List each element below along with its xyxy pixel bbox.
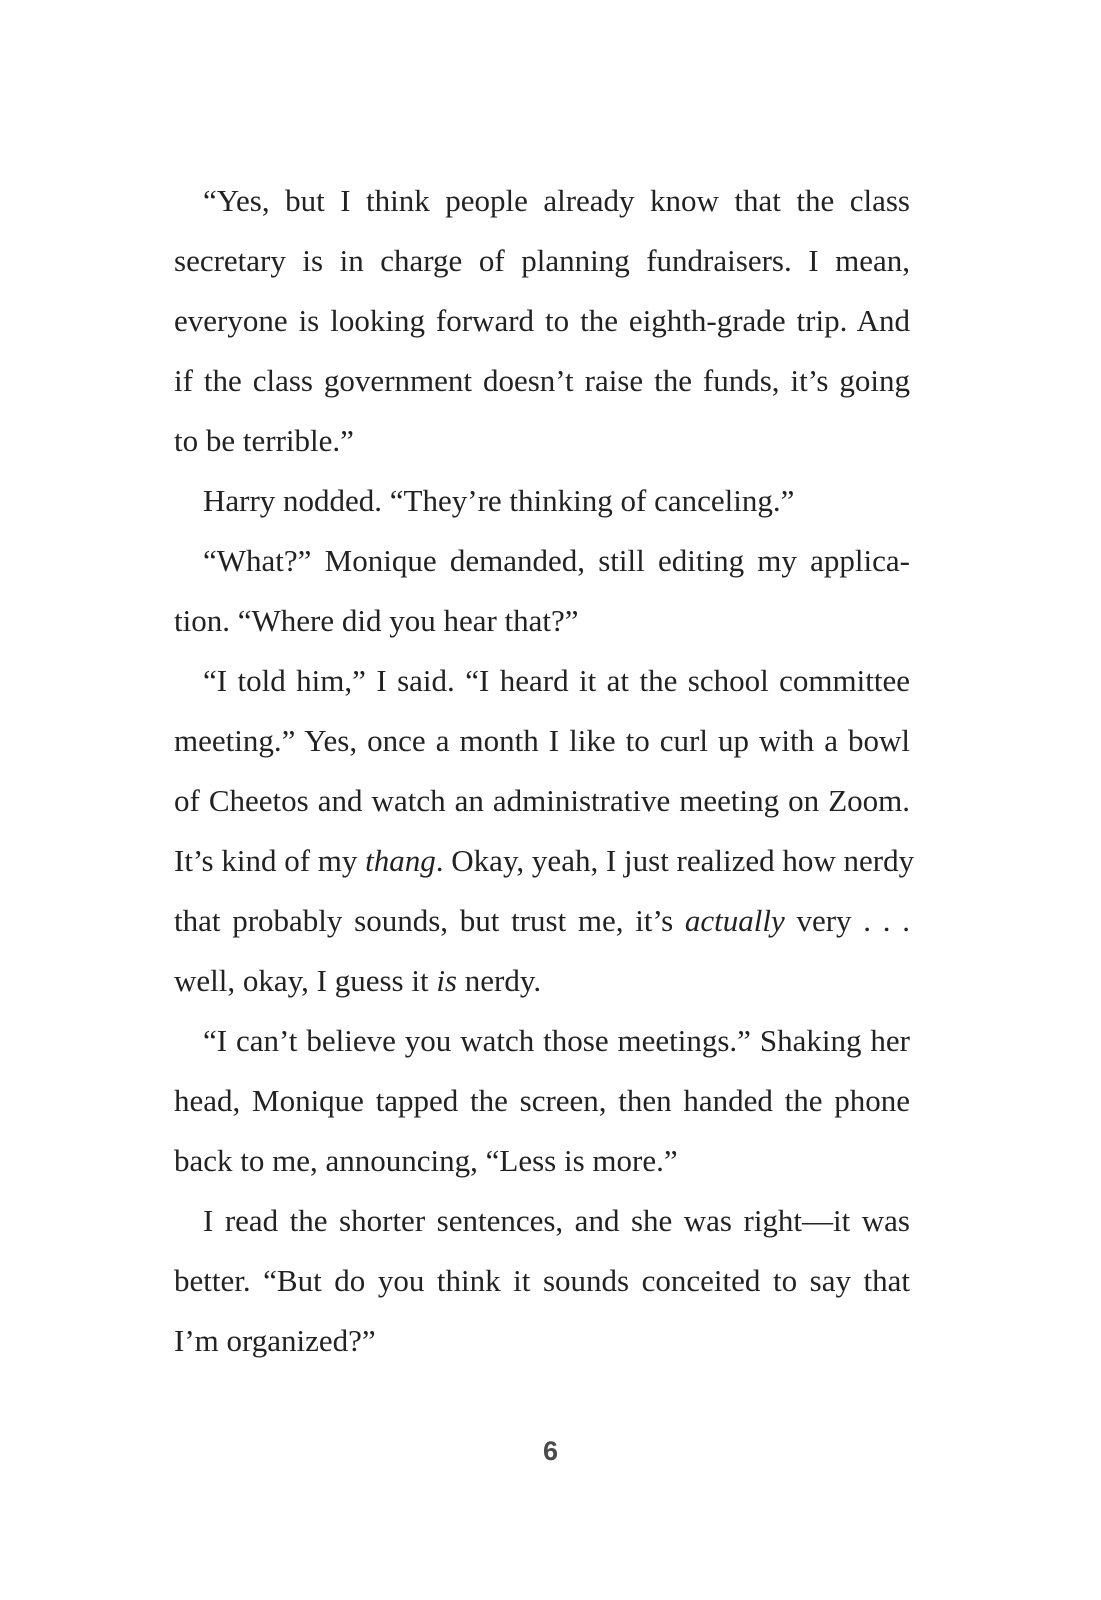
paragraph-4-line-5 <box>174 891 910 951</box>
paragraph-3-line-2: tion. “Where did you hear that?” <box>174 603 579 638</box>
text-run: It’s kind of my <box>174 843 366 878</box>
paragraph-4-line-2: meeting.” Yes, once a month I like to curl up with a bowl <box>174 723 910 758</box>
paragraph-5-line-2: head, Monique tapped the screen, then handed the phone <box>174 1083 910 1118</box>
italic-word-actually: actually <box>684 903 785 938</box>
paragraph-2-line-1: Harry nodded. “They’re thinking of canceling.” <box>203 483 795 518</box>
text-run: that probably sounds, but trust me, it’s <box>174 903 685 938</box>
paragraph-6-line-1: I read the shorter sentences, and she was right—it was <box>203 1203 910 1238</box>
paragraph-1-line-5: to be terrible.” <box>174 423 354 458</box>
page-number: 6 <box>542 1436 559 1466</box>
text-run: well, okay, I guess it <box>174 963 437 998</box>
paragraph-1-line-1: “Yes, but I think people already know that the class <box>203 183 910 218</box>
paragraph-5-line-1: “I can’t believe you watch those meetings.” Shaking her <box>203 1023 910 1058</box>
paragraph-6-line-3: I’m organized?” <box>174 1323 376 1358</box>
paragraph-1-line-2: secretary is in charge of planning fundraisers. I mean, <box>174 243 910 278</box>
body-text <box>174 171 915 1371</box>
paragraph-3-line-1: “What?” Monique demanded, still editing my applica- <box>203 543 910 578</box>
italic-word-is: is <box>436 963 457 998</box>
text-run: very . . . <box>784 903 910 938</box>
paragraph-4-line-1: “I told him,” I said. “I heard it at the school committee <box>203 663 910 698</box>
paragraph-4-line-3: of Cheetos and watch an administrative meeting on Zoom. <box>174 783 910 818</box>
paragraph-1-line-4: if the class government doesn’t raise the funds, it’s going <box>174 363 910 398</box>
italic-word-thang: thang <box>365 843 436 878</box>
text-run: . Okay, yeah, I just realized how nerdy <box>435 843 915 878</box>
paragraph-1-line-3: everyone is looking forward to the eighth-grade trip. And <box>174 303 910 338</box>
paragraph-6-line-2: better. “But do you think it sounds conceited to say that <box>174 1263 910 1298</box>
paragraph-5-line-3: back to me, announcing, “Less is more.” <box>174 1143 678 1178</box>
text-run: nerdy. <box>457 963 542 998</box>
paragraph-4-line-4 <box>174 831 915 891</box>
paragraph-4-line-6 <box>174 951 910 1011</box>
